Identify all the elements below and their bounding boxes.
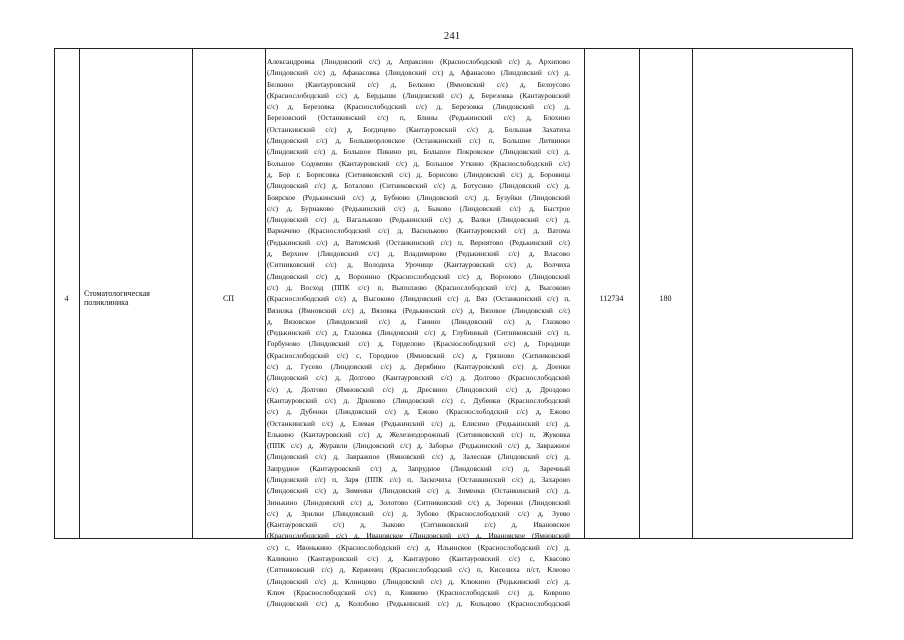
settlements-line: с/с) д, Зрилки (Линдовский с/с) д, Зубово (Краснослободский с/с) д, Зуево bbox=[267, 508, 570, 518]
settlements-line: Зинькино (Линдовский с/с) д, Золотово (Ситниковский с/с) д, Зоренки (Линдовский bbox=[267, 497, 570, 507]
population-count: 112734 bbox=[599, 294, 624, 303]
settlements-line: (Линдовский с/с) д, Большое Пикино рп, Большое Покровское (Линдовский с/с) д, bbox=[267, 147, 570, 157]
settlements-line: (Линдовский с/с) д, Большеорловское (Останкинский с/с) п, Большие Литвинки bbox=[267, 136, 570, 146]
settlements-line: (Линдовский с/с) д, Афанасовка (Линдовский с/с) д, Афанасово (Линдовский с/с) д, bbox=[267, 68, 570, 78]
settlements-line: (ППК с/с) д, Журавли (Линдовский с/с) д, Заборье (Редькинский с/с) д, Завражное bbox=[267, 441, 570, 451]
settlements-line: (Краснослободский с/с) с, Городное (Ямновский с/с) д, Грязново (Ситниковский bbox=[267, 350, 570, 360]
settlements-line: (Ситниковский с/с) д, Володиха Урочище (Кантауровский с/с) д, Волчиха bbox=[267, 260, 570, 270]
facilities-table bbox=[54, 48, 853, 609]
settlements-line: (Краснослободский с/с) д, Бердыши (Линдовский с/с) д, Березовка (Кантауровский bbox=[267, 90, 570, 100]
settlements-line: Елькино (Кантауровский с/с) д, Железнодорожный (Ситниковский с/с) п, Жуковка bbox=[267, 429, 570, 439]
column-divider bbox=[692, 48, 693, 539]
settlements-line: Горбуново (Линдовский с/с) д, Горделово (Краснослободский с/с) д, Городищи bbox=[267, 339, 570, 349]
settlements-line: Ключ (Краснослободский с/с) п, Княжево (Краснослободский с/с) д, Ковроно bbox=[267, 587, 570, 597]
settlements-line: с/с) д, Восход (ППК с/с) п, Выползово (Краснослободский с/с) д, Высоково bbox=[267, 282, 570, 292]
settlements-line: с/с) д, Гусево (Линдовский с/с) д, Дерябино (Кантауровский с/с) д, Доенки bbox=[267, 362, 570, 372]
settlements-line: (Линдовский с/с) д, Клинцово (Линдовский с/с) д, Клюкино (Редькинский с/с) д, bbox=[267, 576, 570, 586]
settlements-line: с/с) с, Ивонькино (Краснослободский с/с) д, Ильинское (Краснослободский с/с) д, bbox=[267, 542, 570, 552]
settlements-line: Варначево (Краснослободский с/с) д, Васильково (Кантауровский с/с) д, Ватома bbox=[267, 226, 570, 236]
settlements-line: (Линдовский с/с) д, Воронино (Краснослободский с/с) д, Вороново (Линдовский bbox=[267, 271, 570, 281]
settlements-line: (Линдовский с/с) д, Боталово (Ситниковский с/с) д, Ботусино (Линдовский с/с) д, bbox=[267, 181, 570, 191]
settlements-line: (Редькинский с/с) д, Глазовка (Линдовский с/с) д, Глубинный (Ситниковский с/с) п, bbox=[267, 328, 570, 338]
settlements-list bbox=[267, 56, 570, 610]
settlements-line: Каликино (Кантауровский с/с) д, Кантаурово (Кантауровский с/с) с, Квасово bbox=[267, 554, 570, 564]
capacity-value: 180 bbox=[659, 294, 672, 303]
settlements-line: Березовский (Останкинский с/с) п, Блины (Редькинский с/с) д, Блохино bbox=[267, 113, 570, 123]
column-divider bbox=[265, 48, 266, 539]
settlements-line: (Линдовский с/с) д, Колобово (Редькинский с/с) д, Кольцово (Краснослободский bbox=[267, 599, 570, 609]
settlements-line: с/с) д, Бурнаково (Редькинский с/с) д, Быково (Линдовский с/с) д, Быстрое bbox=[267, 203, 570, 213]
settlements-line: (Кантауровский с/с) д, Дрюково (Линдовский с/с) с, Дубенки (Краснослободский bbox=[267, 395, 570, 405]
settlements-line: Александровка (Линдовский с/с) д, Апраксино (Краснослободский с/с) д, Архипово bbox=[267, 57, 570, 66]
settlements-line: (Кантауровский с/с) д, Зыково (Ситниковский с/с) д, Ивановское bbox=[267, 520, 570, 530]
page-number: 241 bbox=[443, 30, 461, 42]
settlements-line: Боярское (Редькинский с/с) д, Бубново (Линдовский с/с) д, Бузуйки (Линдовский bbox=[267, 192, 570, 202]
column-divider bbox=[79, 48, 80, 539]
table-top-border bbox=[54, 48, 853, 49]
row-index: 4 bbox=[64, 294, 69, 303]
facility-type: СП bbox=[222, 294, 235, 303]
settlements-line: (Останкинский с/с) д, Елевая (Редькинский с/с) д, Елисино (Редькинский с/с) д, bbox=[267, 418, 570, 428]
settlements-line: (Линдовский с/с) п, Заря (ППК с/с) п, Заскочиха (Останкинский с/с) д, Захарово bbox=[267, 474, 570, 484]
settlements-line: (Ситниковский с/с) д, Керженец (Краснослободский с/с) п, Киселиха п/ст, Клеово bbox=[267, 565, 570, 575]
settlements-line: с/с) д, Березовка (Краснослободский с/с) д, Березовка (Линдовский с/с) д, bbox=[267, 102, 570, 112]
settlements-line: с/с) д, Дубенки (Линдовский с/с) д, Ежово (Краснослободский с/с) д, Ежово bbox=[267, 407, 570, 417]
settlements-line: Вязилка (Ямновский с/с) д, Вязовка (Редькинский с/с) д, Вязовое (Линдовский с/с) bbox=[267, 305, 570, 315]
settlements-line: с/с) д, Долгово (Ямновский с/с) д, Дресвино (Линдовский с/с) д, Дроздово bbox=[267, 384, 570, 394]
settlements-line: Запрудное (Кантауровский с/с) д, Запрудное (Линдовский с/с) д, Заречный bbox=[267, 463, 570, 473]
settlements-line: д, Бор г, Борисовка (Ситниковский с/с) д, Борисово (Линдовский с/с) д, Боровица bbox=[267, 169, 570, 179]
column-divider bbox=[852, 48, 853, 539]
settlements-line: (Линдовский с/с) д, Зименки (Линдовский с/с) д, Зименки (Останкинский с/с) д, bbox=[267, 486, 570, 496]
settlements-line: д, Вязовское (Линдовский с/с) д, Ганино (Линдовский с/с) д, Глазково bbox=[267, 316, 570, 326]
settlements-line: (Останкинский с/с) д, Богдицево (Кантауровский с/с) д, Большая Захатиха bbox=[267, 124, 570, 134]
settlements-line: (Линдовский с/с) д, Долгово (Кантауровский с/с) д, Долгово (Краснослободский bbox=[267, 373, 570, 383]
settlements-line: (Линдовский с/с) д, Завражное (Ямновский с/с) д, Залесная (Линдовский с/с) д, bbox=[267, 452, 570, 462]
settlements-line: (Линдовский с/с) д, Вагальково (Редькинский с/с) д, Валки (Линдовский с/с) д, bbox=[267, 215, 570, 225]
settlements-line: (Краснослободский с/с) д, Высоково (Линдовский с/с) д, Вяз (Останкинский с/с) п, bbox=[267, 294, 570, 304]
settlements-line: (Краснослободский с/с) д, Ивановское (Линдовский с/с) д, Ивановское (Ямновский bbox=[267, 531, 570, 541]
settlements-line: (Редькинский с/с) д, Ватомский (Останкинский с/с) п, Вернятово (Редькинский с/с) bbox=[267, 237, 570, 247]
settlements-line: Большое Содомово (Кантауровский с/с) д, Большое Уткино (Краснослободский с/с) bbox=[267, 158, 570, 168]
facility-name: Стоматологическая поликлиника bbox=[84, 289, 150, 308]
settlements-line: д, Верхнее (Линдовский с/с) д, Владимирово (Редькинский с/с) д, Власово bbox=[267, 249, 570, 259]
settlements-line: Белкино (Кантауровский с/с) д, Белкино (Ямновский с/с) д, Белоусово bbox=[267, 79, 570, 89]
